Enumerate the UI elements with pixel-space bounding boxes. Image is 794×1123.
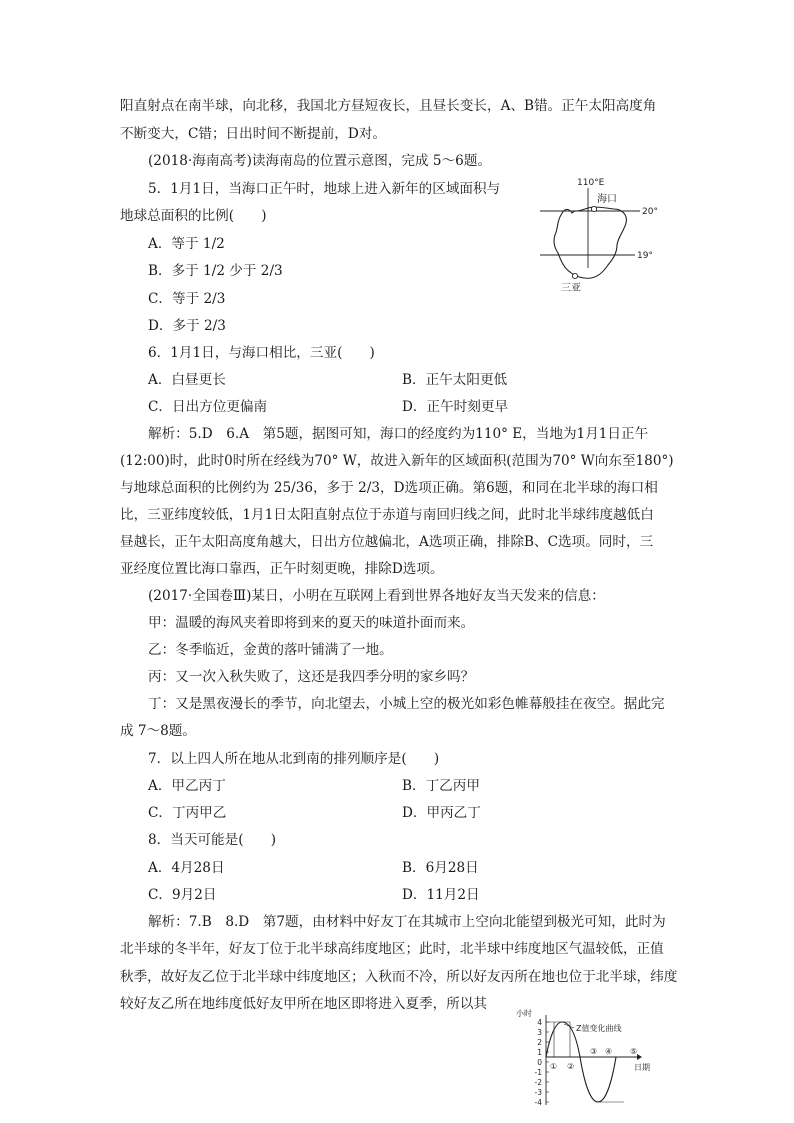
sanya-marker xyxy=(572,273,577,278)
question-7: 7．以上四人所在地从北到南的排列顺序是( ) xyxy=(148,751,440,767)
marker-5: ⑤ xyxy=(630,1047,638,1056)
analysis-line: 昼越长，正午太阳高度角越大，日出方位越偏北，A选项正确，排除B、C选项。同时，三 xyxy=(120,534,654,550)
option: D．11月2日 xyxy=(402,887,480,903)
text-line: 丁：又是黑夜漫长的季节，向北望去，小城上空的极光如彩色帷幕般挂在夜空。据此完 xyxy=(148,696,665,712)
text-line: 阳直射点在南半球，向北移，我国北方昼短夜长，且昼长变长，A、B错。正午太阳高度角 xyxy=(120,98,657,114)
analysis-line: 解析：5.D 6.A 第5题，据图可知，海口的经度约为110° E，当地为1月1日正午 xyxy=(148,426,649,442)
y-tick-label: -3 xyxy=(534,1088,542,1097)
marker-1: ① xyxy=(550,1062,558,1071)
option: B．多于 1/2 少于 2/3 xyxy=(148,263,283,279)
analysis-line: (12:00)时，此时0时所在经线为70° W，故进入新年的区域面积(范围为70° W向东至180°) xyxy=(120,453,674,469)
haikou-label: 海口 xyxy=(597,194,617,205)
lat-20-label: 20° xyxy=(642,207,658,217)
marker-4: ④ xyxy=(605,1047,613,1056)
y-tick-label: -4 xyxy=(534,1098,542,1107)
option: B．丁乙丙甲 xyxy=(402,778,480,794)
y-tick-label: 0 xyxy=(537,1058,542,1067)
option: C．等于 2/3 xyxy=(148,291,226,307)
sanya-label: 三亚 xyxy=(561,283,581,294)
analysis-line: 与地球总面积的比例约为 25/36，多于 2/3，D选项正确。第6题，和同在北半球的海口相 xyxy=(120,480,658,496)
haikou-marker xyxy=(591,206,596,211)
analysis-line: 比，三亚纬度较低，1月1日太阳直射点位于赤道与南回归线之间，此时北半球纬度越低白 xyxy=(120,507,654,523)
longitude-label: 110°E xyxy=(577,178,605,188)
y-tick-label: -2 xyxy=(534,1078,542,1087)
option: B．正午太阳更低 xyxy=(402,372,508,388)
text-line: 甲：温暖的海风夹着即将到来的夏天的味道扑面而来。 xyxy=(148,615,475,631)
text-line: (2017·全国卷Ⅲ)某日，小明在互联网上看到世界各地好友当天发来的信息： xyxy=(148,588,605,604)
option: B．6月28日 xyxy=(402,860,479,876)
option: D．正午时刻更早 xyxy=(402,399,509,415)
y-tick-label: 4 xyxy=(537,1018,542,1027)
text-line: 乙：冬季临近，金黄的落叶铺满了一地。 xyxy=(148,642,393,658)
z-value-curve-figure xyxy=(512,1005,682,1117)
hainan-island-outline xyxy=(554,207,626,278)
marker-2: ② xyxy=(567,1062,575,1071)
option: A．等于 1/2 xyxy=(148,236,225,252)
analysis-line: 亚经度位置比海口靠西，正午时刻更晚，排除D选项。 xyxy=(120,561,444,577)
hainan-map-figure xyxy=(528,175,668,300)
question-6: 6．1月1日，与海口相比，三亚( ) xyxy=(148,345,375,361)
y-tick-label: 2 xyxy=(537,1038,542,1047)
text-line: (2018·海南高考)读海南岛的位置示意图，完成 5～6题。 xyxy=(148,153,492,169)
option: A．甲乙丙丁 xyxy=(148,778,226,794)
y-tick-label: -1 xyxy=(534,1068,542,1077)
question-8: 8．当天可能是( ) xyxy=(148,832,277,848)
option: D．甲丙乙丁 xyxy=(402,805,481,821)
analysis-line: 秋季，故好友乙位于北半球中纬度地区；入秋而不冷，所以好友丙所在地也位于北半球，纬度 xyxy=(120,969,678,985)
text-line: 丙：又一次入秋失败了，这还是我四季分明的家乡吗？ xyxy=(148,669,475,685)
marker-3: ③ xyxy=(590,1047,598,1056)
option: C．9月2日 xyxy=(148,887,217,903)
analysis-line: 解析：7.B 8.D 第7题，由材料中好友丁在其城市上空向北能望到极光可知，此时为 xyxy=(148,914,666,930)
text-line: 地球总面积的比例( ) xyxy=(120,208,267,224)
y-tick-label: 1 xyxy=(537,1048,542,1057)
question-5: 5．1月1日，当海口正午时，地球上进入新年的区域面积与 xyxy=(148,181,501,197)
option: C．日出方位更偏南 xyxy=(148,399,268,415)
y-tick-label: 3 xyxy=(537,1028,542,1037)
option: A．白昼更长 xyxy=(148,372,226,388)
text-line: 成 7～8题。 xyxy=(120,723,196,739)
option: D．多于 2/3 xyxy=(148,318,226,334)
text-line: 不断变大，C错；日出时间不断提前，D对。 xyxy=(120,126,386,142)
option: C．丁丙甲乙 xyxy=(148,805,227,821)
lat-19-label: 19° xyxy=(637,251,653,261)
analysis-line: 北半球的冬半年，好友丁位于北半球高纬度地区；此时，北半球中纬度地区气温较低，正值 xyxy=(120,941,664,957)
analysis-line: 较好友乙所在地纬度低好友甲所在地区即将进入夏季，所以其 xyxy=(120,996,488,1012)
x-axis-arrow xyxy=(637,1054,642,1060)
curve-label: Z值变化曲线 xyxy=(576,1024,622,1033)
y-unit-label: 小时 xyxy=(516,1009,532,1018)
x-axis-label: 日期 xyxy=(634,1063,650,1072)
option: A．4月28日 xyxy=(148,860,225,876)
curve-label-leader xyxy=(564,1024,574,1028)
